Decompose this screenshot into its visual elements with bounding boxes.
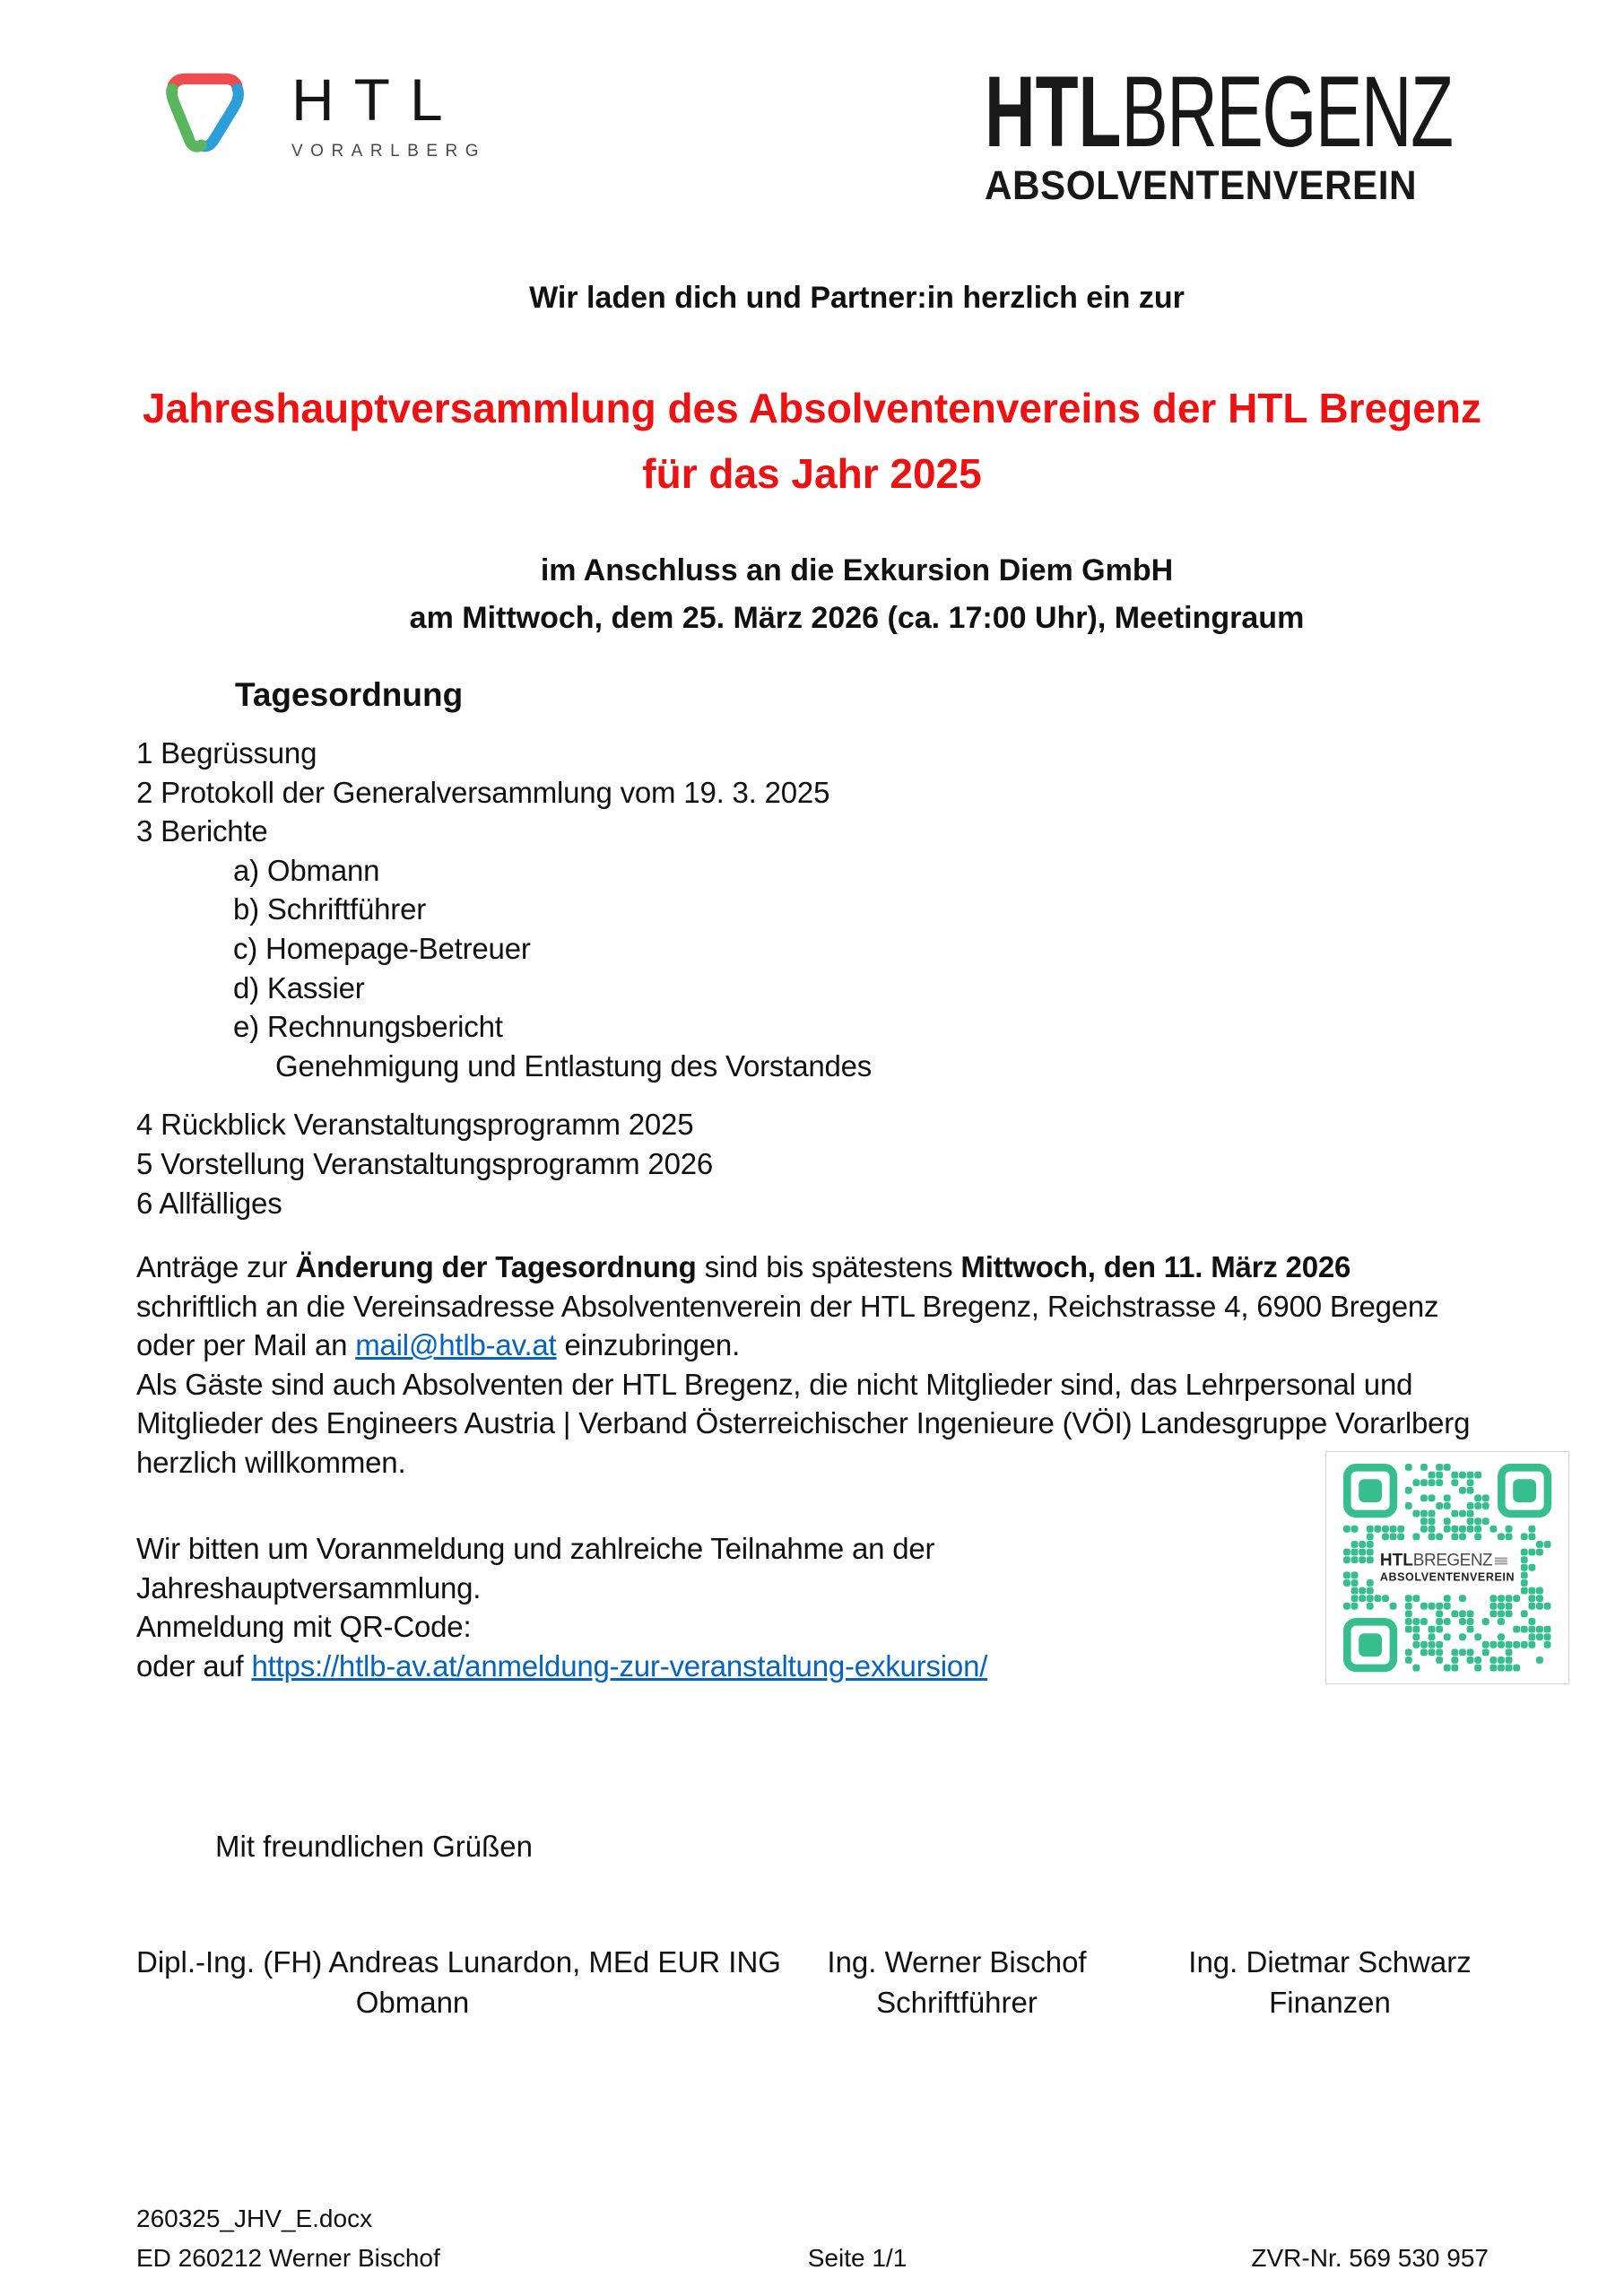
agenda-item: 1 Begrüssung: [136, 736, 317, 770]
main-title-line1: Jahreshauptversammlung des Absolventenvereins der HTL Bregenz: [143, 385, 1481, 431]
anmeldung-line2: Jahreshauptversammlung.: [136, 1570, 482, 1605]
association-logo-line2: ABSOLVENTENVEREIN: [985, 162, 1417, 209]
agenda-subitem: b) Schriftführer: [233, 892, 427, 926]
association-logo-bregenz: BREGENZ: [1121, 56, 1453, 168]
fine-print-lines: [1495, 1557, 1507, 1566]
antraege-pre: Anträge zur: [136, 1250, 296, 1283]
signature-name-finanzen: Ing. Dietmar Schwarz: [1188, 1945, 1472, 1979]
anmeldung-line3: Anmeldung mit QR-Code:: [136, 1610, 472, 1644]
footer-filename: 260325_JHV_E.docx: [136, 2205, 373, 2232]
qr-code: [1325, 1451, 1569, 1684]
qr-center-logo: [1377, 1552, 1517, 1585]
antraege-mail-pre: oder per Mail an: [136, 1328, 356, 1362]
gaeste-line2: Mitglieder des Engineers Austria | Verband Österreichischer Ingenieure (VÖI) Landesgruppe Vorarlberg: [136, 1406, 1471, 1440]
agenda-item: 2 Protokoll der Generalversammlung vom 19. 3. 2025: [136, 775, 830, 809]
signature-role-schriftfuehrer: Schriftführer: [876, 1986, 1038, 2019]
footer-author: ED 260212 Werner Bischof: [136, 2244, 440, 2272]
signature-role-finanzen: Finanzen: [1269, 1986, 1391, 2019]
signature-role-obmann: Obmann: [355, 1986, 470, 2019]
registration-paragraph: [136, 1529, 1338, 1685]
agenda-item: 5 Vorstellung Veranstaltungsprogramm 2026: [136, 1146, 714, 1180]
antraege-line3: [136, 1326, 1535, 1365]
registration-url-link[interactable]: https://htlb-av.at/anmeldung-zur-veranstaltung-exkursion/: [251, 1648, 988, 1683]
signature-name-schriftfuehrer: Ing. Werner Bischof: [827, 1945, 1087, 1979]
agenda-subitem: c) Homepage-Betreuer: [233, 931, 531, 965]
signature-name-obmann: Dipl.-Ing. (FH) Andreas Lunardon, MEd EUR ING: [136, 1945, 781, 1979]
footer-page-number: Seite 1/1: [807, 2244, 908, 2272]
agenda-item: 3 Berichte: [136, 814, 268, 848]
qr-logo-htl: HTL: [1379, 1551, 1413, 1570]
school-logo-region: VORARLBERG: [291, 142, 486, 161]
closing-regards: Mit freundlichen Grüßen: [215, 1830, 533, 1863]
event-subtitle: [90, 547, 1624, 642]
school-logo-text: HTL: [291, 66, 463, 133]
invitation-line: Wir laden dich und Partner:in herzlich ein zur: [529, 281, 1185, 315]
anmeldung-line1: Wir bitten um Voranmeldung und zahlreiche Teilnahme an der: [136, 1532, 935, 1565]
gaeste-line1: Als Gäste sind auch Absolventen der HTL Bregenz, die nicht Mitglieder sind, das Lehrpersonal und: [136, 1367, 1413, 1401]
signature-block: [0, 1945, 1624, 2053]
agenda-subitem: Genehmigung und Entlastung des Vorstandes: [275, 1048, 873, 1083]
gaeste-line3: herzlich willkommen.: [136, 1445, 406, 1479]
antraege-bold-agenda-change: Änderung der Tagesordnung: [295, 1250, 697, 1283]
antraege-mail-post: einzubringen.: [556, 1328, 741, 1362]
antraege-line2: schriftlich an die Vereinsadresse Absolventenverein der HTL Bregenz, Reichstrasse 4, 6900 Bregenz: [136, 1289, 1439, 1323]
agenda-subitem: d) Kassier: [233, 970, 365, 1004]
qr-logo-bregenz: BREGENZ: [1412, 1551, 1493, 1570]
absolventenverein-logo: [985, 56, 1541, 209]
agenda-subitem: a) Obmann: [233, 853, 380, 887]
qr-logo-line2: ABSOLVENTENVEREIN: [1379, 1570, 1515, 1584]
body-paragraphs: [136, 1248, 1535, 1483]
main-title-line2: für das Jahr 2025: [642, 450, 982, 497]
agenda-item: 4 Rückblick Veranstaltungsprogramm 2025: [136, 1108, 694, 1142]
footer-zvr-number: ZVR-Nr. 569 530 957: [1251, 2244, 1489, 2272]
agenda-subitem: e) Rechnungsbericht: [233, 1010, 503, 1044]
agenda-item: 6 Allfälliges: [136, 1186, 282, 1220]
association-logo-htl: HTL: [985, 56, 1122, 168]
antraege-bold-deadline: Mittwoch, den 11. März 2026: [960, 1250, 1351, 1283]
anmeldung-link-pre: oder auf: [136, 1648, 252, 1683]
main-title: [0, 376, 1624, 507]
mail-link[interactable]: mail@htlb-av.at: [355, 1328, 557, 1362]
triangle-logo-icon: [148, 63, 263, 163]
subtitle-line1: im Anschluss an die Exkursion Diem GmbH: [540, 553, 1174, 587]
agenda-list: [136, 734, 872, 1222]
agenda-heading: Tagesordnung: [235, 676, 464, 713]
htl-vorarlberg-logo: [148, 63, 486, 163]
antraege-mid: sind bis spätestens: [696, 1250, 961, 1283]
antraege-line1: [136, 1248, 1535, 1287]
anmeldung-line4: [136, 1647, 1338, 1686]
subtitle-line2: am Mittwoch, dem 25. März 2026 (ca. 17:00 Uhr), Meetingraum: [409, 601, 1305, 635]
